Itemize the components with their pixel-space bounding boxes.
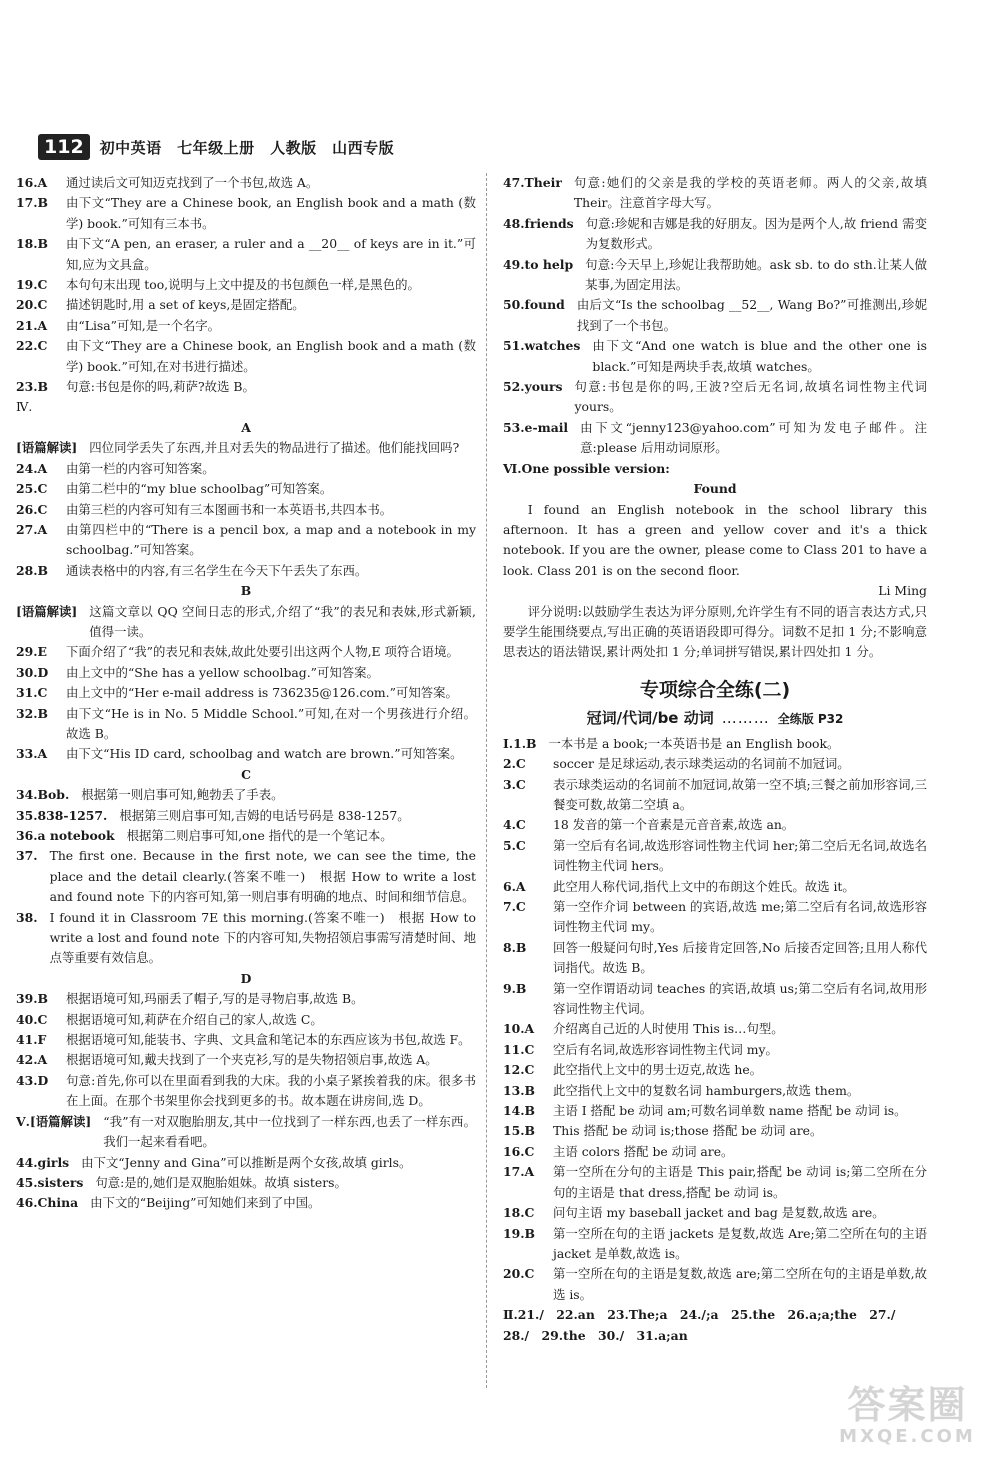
- answer-item: [16, 704, 476, 745]
- answer-explanation: 主语 colors 搭配 be 动词 are。: [553, 1143, 734, 1159]
- answer-item: [503, 295, 927, 336]
- answer-item: [16, 479, 476, 499]
- answer-item: [503, 938, 927, 979]
- answer-number: 45.sisters: [16, 1174, 84, 1190]
- answer-number: 32.B: [16, 705, 49, 721]
- answer-number: [语篇解读]: [16, 603, 78, 619]
- answer-explanation: 由下文“He is in No. 5 Middle School.”可知,在对一个男孩进行介绍。故选 B。: [66, 705, 476, 741]
- answer-number: 41.F: [16, 1032, 47, 1048]
- answer-number: 51.watches: [503, 338, 581, 354]
- answer-explanation: 句意:珍妮和吉娜是我的好朋友。因为是两个人,故 friend 需变为复数形式。: [585, 215, 927, 252]
- answer-item: [16, 989, 476, 1009]
- answer-item: [503, 1101, 927, 1121]
- left-column: [16, 173, 476, 1214]
- answer-number: 20.C: [16, 297, 48, 313]
- answer-explanation: 通过读后文可知迈克找到了一个书包,故选 A。: [66, 175, 319, 190]
- answer-number: 42.A: [16, 1052, 48, 1068]
- answer-item: [503, 734, 927, 754]
- answer-explanation: 由下文“They are a Chinese book, an English book and a math (数学) book.”可知,在对书进行描述。: [66, 338, 476, 374]
- page-header: [38, 132, 394, 162]
- inline-answers: Ⅱ.21./ 22.an 23.The;a 24./;a 25.the 26.a;a;the 27./: [503, 1307, 896, 1323]
- answer-number: Ⅴ.[语篇解读]: [16, 1113, 92, 1129]
- answer-number: 48.friends: [503, 215, 574, 231]
- watermark-url: MXQE.COM: [839, 1426, 976, 1447]
- site-watermark: [835, 1383, 980, 1453]
- answer-number: 8.B: [503, 939, 527, 955]
- answer-item: [503, 979, 927, 1020]
- answer-item: [16, 336, 476, 377]
- answer-number: 35.838-1257.: [16, 807, 108, 823]
- answer-number: 43.D: [16, 1072, 49, 1088]
- answer-number: 7.C: [503, 899, 526, 914]
- answer-explanation: 这篇文章以 QQ 空间日志的形式,介绍了“我”的表兄和表妹,形式新颖,值得一读。: [89, 603, 476, 639]
- answer-item: [503, 877, 927, 897]
- book-title: 初中英语 七年级上册 人教版 山西专版: [99, 138, 395, 157]
- answer-number: 30.D: [16, 664, 49, 680]
- paragraph: I found an English notebook in the school library this afternoon. It has a green and yellow cover and it's a thick notebook. If you are the owner, please come to Class 201 to have a look. Class 201 is on the second floor.: [503, 501, 927, 578]
- answer-number: 52.yours: [503, 379, 563, 395]
- answer-item: [503, 1040, 927, 1060]
- answer-explanation: 根据第二则启事可知,one 指代的是一个笔记本。: [126, 828, 393, 843]
- section-banner: 专项综合全练(二): [639, 678, 791, 701]
- answer-item: [16, 1030, 476, 1050]
- answer-explanation: 根据语境可知,戴夫找到了一个夹克衫,写的是失物招领启事,故选 A。: [66, 1052, 438, 1068]
- answer-number: 28.B: [16, 562, 49, 578]
- answer-explanation: “我”有一对双胞胎朋友,其中一位找到了一样东西,也丢了一样东西。我们一起来看看吧。: [103, 1113, 476, 1150]
- answer-explanation: 由上文中的“She has a yellow schoolbag.”可知答案。: [66, 664, 379, 680]
- answer-explanation: 由下文“And one watch is blue and the other one is black.”可知是两块手表,故填 watches。: [592, 338, 927, 374]
- answer-explanation: 由下文“jenny123@yahoo.com”可知为发电子邮件。注意:please 后用动词原形。: [580, 419, 927, 456]
- subtitle-text: 冠词/代词/be 动词: [586, 708, 714, 727]
- answer-number: 17.B: [16, 195, 49, 211]
- answer-explanation: 由下文“His ID card, schoolbag and watch are brown.”可知答案。: [66, 746, 463, 762]
- answer-explanation: 句意:书包是你的吗,莉萨?故选 B。: [66, 379, 255, 395]
- answer-item: [16, 826, 476, 846]
- answer-number: 20.C: [503, 1266, 535, 1282]
- answer-number: 5.C: [503, 837, 526, 853]
- answer-number: 29.E: [16, 644, 48, 660]
- answer-number: 37.: [16, 848, 38, 864]
- answer-number: 6.A: [503, 878, 526, 894]
- answer-number: 47.Their: [503, 175, 562, 190]
- section-heading: B: [240, 583, 252, 599]
- answer-number: 31.C: [16, 685, 48, 701]
- answer-item: [503, 1142, 927, 1162]
- answer-item: [16, 683, 476, 703]
- answer-explanation: 主语 I 搭配 be 动词 am;可数名词单数 name 搭配 be 动词 is。: [553, 1103, 907, 1119]
- answer-item: [16, 663, 476, 683]
- section-heading: C: [241, 766, 251, 782]
- answer-explanation: 介绍离自己近的人时使用 This is…句型。: [553, 1021, 784, 1037]
- answer-item: [16, 275, 476, 295]
- answer-number: 25.C: [16, 481, 48, 497]
- answer-explanation: 第一空后有名词,故选形容词性物主代词 her;第二空后无名词,故选名词性物主代词 hers。: [553, 837, 927, 874]
- answer-number: [语篇解读]: [16, 440, 78, 456]
- answer-number: Ⅰ.1.B: [503, 735, 537, 751]
- answer-item: [16, 1010, 476, 1030]
- answer-item: [16, 193, 476, 234]
- answer-number: 4.C: [503, 817, 526, 833]
- answer-explanation: 句意:今天早上,珍妮让我帮助她。ask sb. to do sth.让某人做某事,为固定用法。: [585, 256, 927, 293]
- answer-item: [503, 836, 927, 877]
- answer-number: 44.girls: [16, 1154, 70, 1170]
- answer-explanation: 此空用人称代词,指代上文中的布朗这个姓氏。故选 it。: [553, 878, 855, 894]
- answer-explanation: 根据第一则启事可知,鲍勃丢了手表。: [81, 787, 284, 803]
- answer-number: 12.C: [503, 1062, 535, 1078]
- answer-explanation: The first one. Because in the first note, we can see the time, the place and the detail clearly.(答案不唯一) 根据 How to write a lost and found note 下的内容可知,第一则启事有明确的地点、时间和细节信息。: [49, 848, 476, 905]
- answer-item: [503, 377, 927, 418]
- answer-item: [16, 642, 476, 662]
- answer-number: 15.B: [503, 1123, 536, 1139]
- answer-item: [16, 459, 476, 479]
- answer-explanation: 空后有名词,故选形容词性物主代词 my。: [553, 1041, 778, 1057]
- answer-number: 19.B: [503, 1225, 536, 1241]
- answer-number: 38.: [16, 909, 38, 925]
- answer-item: [503, 1162, 927, 1203]
- answer-item: [16, 1193, 476, 1213]
- answer-item: [503, 255, 927, 296]
- inline-answers: 28./ 29.the 30./ 31.a;an: [503, 1327, 688, 1343]
- answer-item: [16, 1050, 476, 1070]
- answer-number: 2.C: [503, 756, 526, 772]
- answer-item: [503, 1203, 927, 1223]
- answer-explanation: I found it in Classroom 7E this morning.(答案不唯一) 根据 How to write a lost and found note 下的内容可知,失物招领启事需写清楚时间、地点等重要有效信息。: [49, 909, 476, 966]
- answer-item: [503, 1060, 927, 1080]
- answer-explanation: 由第二栏中的“my blue schoolbag”可知答案。: [66, 481, 333, 497]
- answer-explanation: 由下文“Jenny and Gina”可以推断是两个女孩,故填 girls。: [81, 1154, 412, 1170]
- answer-explanation: 18 发音的第一个音素是元音音素,故选 an。: [553, 817, 795, 833]
- answer-item: [16, 806, 476, 826]
- answer-explanation: 由第三栏的内容可知有三本图画书和一本英语书,共四本书。: [66, 501, 393, 517]
- answer-explanation: 由第一栏的内容可知答案。: [66, 460, 215, 476]
- answer-number: 27.A: [16, 521, 48, 537]
- answer-item: [503, 775, 927, 816]
- answer-number: 50.found: [503, 297, 565, 313]
- answer-explanation: 句意:书包是你的吗,王波?空后无名词,故填名词性物主代词 yours。: [574, 379, 927, 415]
- answer-number: 13.B: [503, 1082, 536, 1098]
- answer-explanation: 描述钥匙时,用 a set of keys,是固定搭配。: [66, 297, 305, 313]
- answer-number: 18.C: [503, 1205, 535, 1221]
- answer-item: [16, 1112, 476, 1153]
- signature: Li Ming: [878, 583, 927, 599]
- answer-explanation: 通读表格中的内容,有三名学生在今天下午丢失了东西。: [66, 562, 368, 578]
- answer-explanation: 第一空所在句的主语是复数,故选 are;第二空所在句的主语是单数,故选 is。: [553, 1266, 927, 1302]
- answer-item: [503, 1081, 927, 1101]
- section-subtitle: [503, 705, 927, 732]
- answer-number: 46.China: [16, 1195, 79, 1211]
- answer-explanation: 第一空作谓语动词 teaches 的宾语,故填 us;第二空后有名词,故用形容词性物主代词。: [553, 980, 927, 1017]
- answer-number: 23.B: [16, 379, 49, 395]
- answer-item: [16, 520, 476, 561]
- answer-explanation: 此空指代上文中的复数名词 hamburgers,故选 them。: [553, 1082, 860, 1098]
- answer-number: 14.B: [503, 1103, 536, 1119]
- answer-number: 36.a notebook: [16, 828, 115, 843]
- answer-item: [503, 418, 927, 459]
- answer-number: 10.A: [503, 1021, 535, 1037]
- section-marker: Ⅳ.: [16, 399, 33, 415]
- answer-item: [503, 897, 927, 938]
- answer-item: [503, 336, 927, 377]
- page-reference-tag: 全练版 P32: [777, 711, 844, 726]
- answer-item: [16, 500, 476, 520]
- answer-explanation: 句意:首先,你可以在里面看到我的大床。我的小桌子紧挨着我的床。很多书在上面。在那个书架里你会找到更多的书。故本题在讲房间,选 D。: [66, 1072, 476, 1109]
- answer-explanation: This 搭配 be 动词 is;those 搭配 be 动词 are。: [553, 1123, 823, 1139]
- answer-item: [16, 908, 476, 969]
- answer-item: [503, 815, 927, 835]
- answer-item: [503, 173, 927, 214]
- answer-explanation: 一本书是 a book;一本英语书是 an English book。: [548, 735, 840, 751]
- answer-explanation: 根据语境可知,玛丽丢了帽子,写的是寻物启事,故选 B。: [66, 991, 364, 1007]
- paragraph: 评分说明:以鼓励学生表达为评分原则,允许学生有不同的语言表达方式,只要学生能围绕要点,写出正确的英语语段即可得分。词数不足扣 1 分;不影响意思表达的语法错误,累计两处扣 1 分;单词拼写错误,累计四处扣 1 分。: [503, 603, 927, 660]
- answer-number: 33.A: [16, 746, 48, 762]
- answer-number: 16.A: [16, 175, 48, 190]
- watermark-logo-text: 答案圈: [847, 1383, 968, 1427]
- answer-number: 11.C: [503, 1041, 535, 1057]
- answer-explanation: 由第四栏中的“There is a pencil box, a map and a notebook in my schoolbag.”可知答案。: [66, 521, 476, 558]
- answer-item: [16, 785, 476, 805]
- answer-item: [16, 316, 476, 336]
- answer-explanation: soccer 是足球运动,表示球类运动的名词前不加冠词。: [553, 756, 850, 772]
- answer-item: [16, 846, 476, 907]
- answer-explanation: 由下文“They are a Chinese book, an English book and a math (数学) book.”可知有三本书。: [66, 195, 476, 231]
- answer-explanation: 下面介绍了“我”的表兄和表妹,故此处要引出这两个人物,E 项符合语境。: [66, 644, 459, 660]
- answer-number: 21.A: [16, 317, 48, 333]
- answer-item: [16, 295, 476, 315]
- answer-explanation: 句意:是的,她们是双胞胎姐妹。故填 sisters。: [95, 1174, 347, 1190]
- answer-item: [503, 754, 927, 774]
- answer-item: [16, 744, 476, 764]
- column-divider: [486, 173, 487, 1388]
- answer-number: 24.A: [16, 460, 48, 476]
- answer-item: [503, 1264, 927, 1305]
- answer-item: [16, 1173, 476, 1193]
- section-heading: D: [240, 970, 252, 986]
- answer-number: 18.B: [16, 236, 49, 252]
- answer-item: [503, 1019, 927, 1039]
- answer-explanation: 根据语境可知,莉萨在介绍自己的家人,故选 C。: [66, 1011, 323, 1027]
- answer-number: 22.C: [16, 338, 48, 354]
- answer-item: [16, 1153, 476, 1173]
- answer-explanation: 根据第三则启事可知,吉姆的电话号码是 838-1257。: [119, 807, 410, 823]
- answer-number: 16.C: [503, 1143, 535, 1159]
- answer-item: [16, 438, 476, 458]
- answer-number: 26.C: [16, 501, 48, 517]
- answer-explanation: 四位同学丢失了东西,并且对丢失的物品进行了描述。他们能找回吗?: [89, 440, 460, 456]
- section-heading: A: [241, 419, 251, 435]
- page-number: 112: [38, 134, 90, 160]
- section-label: Ⅵ.One possible version:: [503, 460, 670, 476]
- answer-number: 3.C: [503, 776, 526, 792]
- answer-item: [16, 602, 476, 643]
- answer-explanation: 由下文“A pen, an eraser, a ruler and a __20__ of keys are in it.”可知,应为文具盒。: [66, 236, 476, 272]
- answer-explanation: 句意:她们的父亲是我的学校的英语老师。两人的父亲,故填 Their。注意首字母大写。: [573, 175, 927, 211]
- answer-item: [503, 214, 927, 255]
- answer-explanation: 回答一般疑问句时,Yes 后接肯定回答,No 后接否定回答;且用人称代词指代。故选 B。: [553, 939, 927, 976]
- answer-explanation: 问句主语 my baseball jacket and bag 是复数,故选 are。: [553, 1205, 885, 1221]
- answer-explanation: 由下文的“Beijing”可知她们来到了中国。: [90, 1195, 321, 1211]
- answer-item: [16, 234, 476, 275]
- answer-explanation: 表示球类运动的名词前不加冠词,故第一空不填;三餐之前加形容词,三餐变可数,故第二空填 a。: [553, 776, 927, 812]
- right-column: [503, 173, 927, 1346]
- answer-number: 40.C: [16, 1011, 48, 1027]
- answer-explanation: 根据语境可知,能装书、字典、文具盒和笔记本的东西应该为书包,故选 F。: [66, 1032, 471, 1048]
- answer-explanation: 由上文中的“Her e-mail address is 736235@126.com.”可知答案。: [66, 685, 458, 701]
- answer-item: [16, 561, 476, 581]
- answer-number: 39.B: [16, 991, 49, 1007]
- answer-number: 53.e-mail: [503, 419, 569, 435]
- answer-item: [503, 1224, 927, 1265]
- answer-item: [16, 173, 476, 193]
- answer-explanation: 第一空作介词 between 的宾语,故选 me;第二空后有名词,故选形容词性物主代词 my。: [553, 899, 927, 935]
- answer-explanation: 第一空所在句的主语 jackets 是复数,故选 Are;第二空所在句的主语 jacket 是单数,故选 is。: [553, 1225, 927, 1261]
- answer-explanation: 由“Lisa”可知,是一个名字。: [66, 317, 221, 333]
- answer-item: [16, 1071, 476, 1112]
- answer-explanation: 本句句末出现 too,说明与上文中提及的书包颜色一样,是黑色的。: [66, 277, 420, 293]
- answer-explanation: 此空指代上文中的男士迈克,故选 he。: [553, 1062, 763, 1078]
- answer-number: 49.to help: [503, 256, 574, 272]
- answer-explanation: 由后文“Is the schoolbag __52__, Wang Bo?”可推测出,珍妮找到了一个书包。: [576, 297, 927, 333]
- answer-number: 9.B: [503, 980, 527, 996]
- answer-number: 19.C: [16, 277, 48, 293]
- answer-item: [16, 377, 476, 397]
- section-heading: Found: [693, 481, 737, 497]
- answer-number: 34.Bob.: [16, 787, 70, 803]
- answer-explanation: 第一空所在分句的主语是 This pair,搭配 be 动词 is;第二空所在分句的主语是 that dress,搭配 be 动词 is。: [553, 1164, 927, 1200]
- answer-number: 17.A: [503, 1164, 535, 1180]
- subtitle-leader: ………: [721, 708, 770, 727]
- answer-item: [503, 1121, 927, 1141]
